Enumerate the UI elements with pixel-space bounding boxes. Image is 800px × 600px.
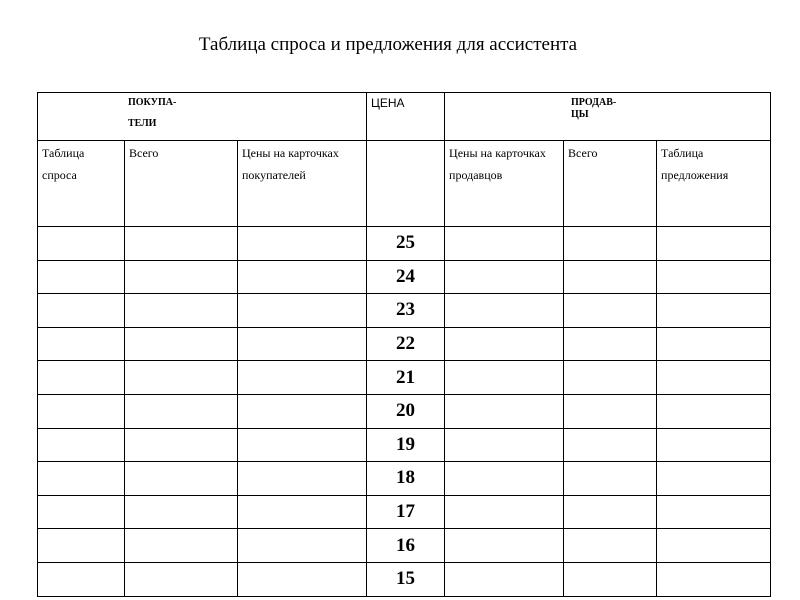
price-cell: 24	[367, 260, 445, 294]
sellers-total-cell[interactable]	[564, 562, 657, 596]
supply-cell[interactable]	[657, 361, 771, 395]
sellers-total-cell[interactable]	[564, 428, 657, 462]
supply-cell[interactable]	[657, 428, 771, 462]
supply-cell[interactable]	[657, 260, 771, 294]
buyer-card-price-cell[interactable]	[238, 495, 367, 529]
buyer-card-price-cell[interactable]	[238, 227, 367, 261]
supply-table-header: Таблица предложения	[657, 141, 771, 227]
table-row	[38, 495, 771, 529]
seller-card-price-cell[interactable]	[445, 428, 564, 462]
supply-cell[interactable]	[657, 294, 771, 328]
sellers-total-cell[interactable]	[564, 462, 657, 496]
buyers-total-cell[interactable]	[125, 260, 238, 294]
supply-cell[interactable]	[657, 462, 771, 496]
price-cell: 21	[367, 361, 445, 395]
price-cell: 15	[367, 562, 445, 596]
supply-cell[interactable]	[657, 495, 771, 529]
buyers-header-line2: ТЕЛИ	[128, 118, 157, 129]
sellers-header	[445, 93, 771, 141]
sellers-total-cell[interactable]	[564, 495, 657, 529]
supply-demand-table	[37, 92, 771, 597]
seller-card-price-cell[interactable]	[445, 227, 564, 261]
seller-card-price-cell[interactable]	[445, 327, 564, 361]
price-cell: 17	[367, 495, 445, 529]
price-column-header-empty	[367, 141, 445, 227]
sellers-header-line1: ПРОДАВ-	[571, 97, 617, 108]
buyers-total-cell[interactable]	[125, 227, 238, 261]
subheader-row	[38, 141, 771, 227]
seller-card-price-cell[interactable]	[445, 361, 564, 395]
table-row	[38, 294, 771, 328]
sellers-header-line2: ЦЫ	[571, 109, 589, 120]
buyers-total-cell[interactable]	[125, 495, 238, 529]
demand-table-header: Таблица спроса	[38, 141, 125, 227]
buyer-card-price-cell[interactable]	[238, 562, 367, 596]
table-row	[38, 562, 771, 596]
sellers-total-cell[interactable]	[564, 227, 657, 261]
buyer-card-price-cell[interactable]	[238, 294, 367, 328]
table-row	[38, 462, 771, 496]
page-title: Таблица спроса и предложения для ассистента	[198, 34, 578, 55]
buyers-total-cell[interactable]	[125, 394, 238, 428]
demand-cell[interactable]	[38, 227, 125, 261]
table-row	[38, 394, 771, 428]
demand-cell[interactable]	[38, 327, 125, 361]
buyers-header-line1: ПОКУПА-	[128, 97, 177, 108]
demand-cell[interactable]	[38, 260, 125, 294]
buyers-total-cell[interactable]	[125, 562, 238, 596]
table-row	[38, 428, 771, 462]
table-row	[38, 361, 771, 395]
buyers-total-cell[interactable]	[125, 361, 238, 395]
price-cell: 20	[367, 394, 445, 428]
sellers-total-cell[interactable]	[564, 260, 657, 294]
sellers-total-cell[interactable]	[564, 529, 657, 563]
seller-card-price-cell[interactable]	[445, 529, 564, 563]
table-row	[38, 327, 771, 361]
seller-card-price-cell[interactable]	[445, 562, 564, 596]
price-cell: 25	[367, 227, 445, 261]
buyers-total-cell[interactable]	[125, 529, 238, 563]
demand-cell[interactable]	[38, 495, 125, 529]
seller-card-price-cell[interactable]	[445, 495, 564, 529]
supply-cell[interactable]	[657, 394, 771, 428]
price-cell: 18	[367, 462, 445, 496]
demand-cell[interactable]	[38, 462, 125, 496]
buyer-card-prices-header: Цены на карточках покупателей	[238, 141, 367, 227]
supply-cell[interactable]	[657, 327, 771, 361]
supply-cell[interactable]	[657, 227, 771, 261]
buyer-card-price-cell[interactable]	[238, 361, 367, 395]
buyer-card-price-cell[interactable]	[238, 529, 367, 563]
sellers-total-cell[interactable]	[564, 294, 657, 328]
demand-cell[interactable]	[38, 562, 125, 596]
demand-cell[interactable]	[38, 394, 125, 428]
demand-cell[interactable]	[38, 294, 125, 328]
sellers-total-cell[interactable]	[564, 394, 657, 428]
supply-cell[interactable]	[657, 529, 771, 563]
sellers-total-header: Всего	[564, 141, 657, 227]
seller-card-price-cell[interactable]	[445, 260, 564, 294]
table-row	[38, 260, 771, 294]
sellers-total-cell[interactable]	[564, 327, 657, 361]
demand-cell[interactable]	[38, 428, 125, 462]
buyer-card-price-cell[interactable]	[238, 327, 367, 361]
buyer-card-price-cell[interactable]	[238, 260, 367, 294]
sellers-total-cell[interactable]	[564, 361, 657, 395]
price-cell: 19	[367, 428, 445, 462]
buyers-total-header: Всего	[125, 141, 238, 227]
buyer-card-price-cell[interactable]	[238, 428, 367, 462]
seller-card-prices-header: Цены на карточках продавцов	[445, 141, 564, 227]
seller-card-price-cell[interactable]	[445, 294, 564, 328]
buyer-card-price-cell[interactable]	[238, 462, 367, 496]
buyers-total-cell[interactable]	[125, 294, 238, 328]
demand-cell[interactable]	[38, 361, 125, 395]
price-header-left-border	[366, 92, 367, 141]
buyers-total-cell[interactable]	[125, 462, 238, 496]
supply-cell[interactable]	[657, 562, 771, 596]
demand-cell[interactable]	[38, 529, 125, 563]
seller-card-price-cell[interactable]	[445, 394, 564, 428]
price-cell: 23	[367, 294, 445, 328]
buyers-total-cell[interactable]	[125, 327, 238, 361]
seller-card-price-cell[interactable]	[445, 462, 564, 496]
buyer-card-price-cell[interactable]	[238, 394, 367, 428]
table-row	[38, 227, 771, 261]
price-header: ЦЕНА	[371, 96, 405, 110]
price-cell: 16	[367, 529, 445, 563]
table-row	[38, 529, 771, 563]
buyers-total-cell[interactable]	[125, 428, 238, 462]
price-cell: 22	[367, 327, 445, 361]
